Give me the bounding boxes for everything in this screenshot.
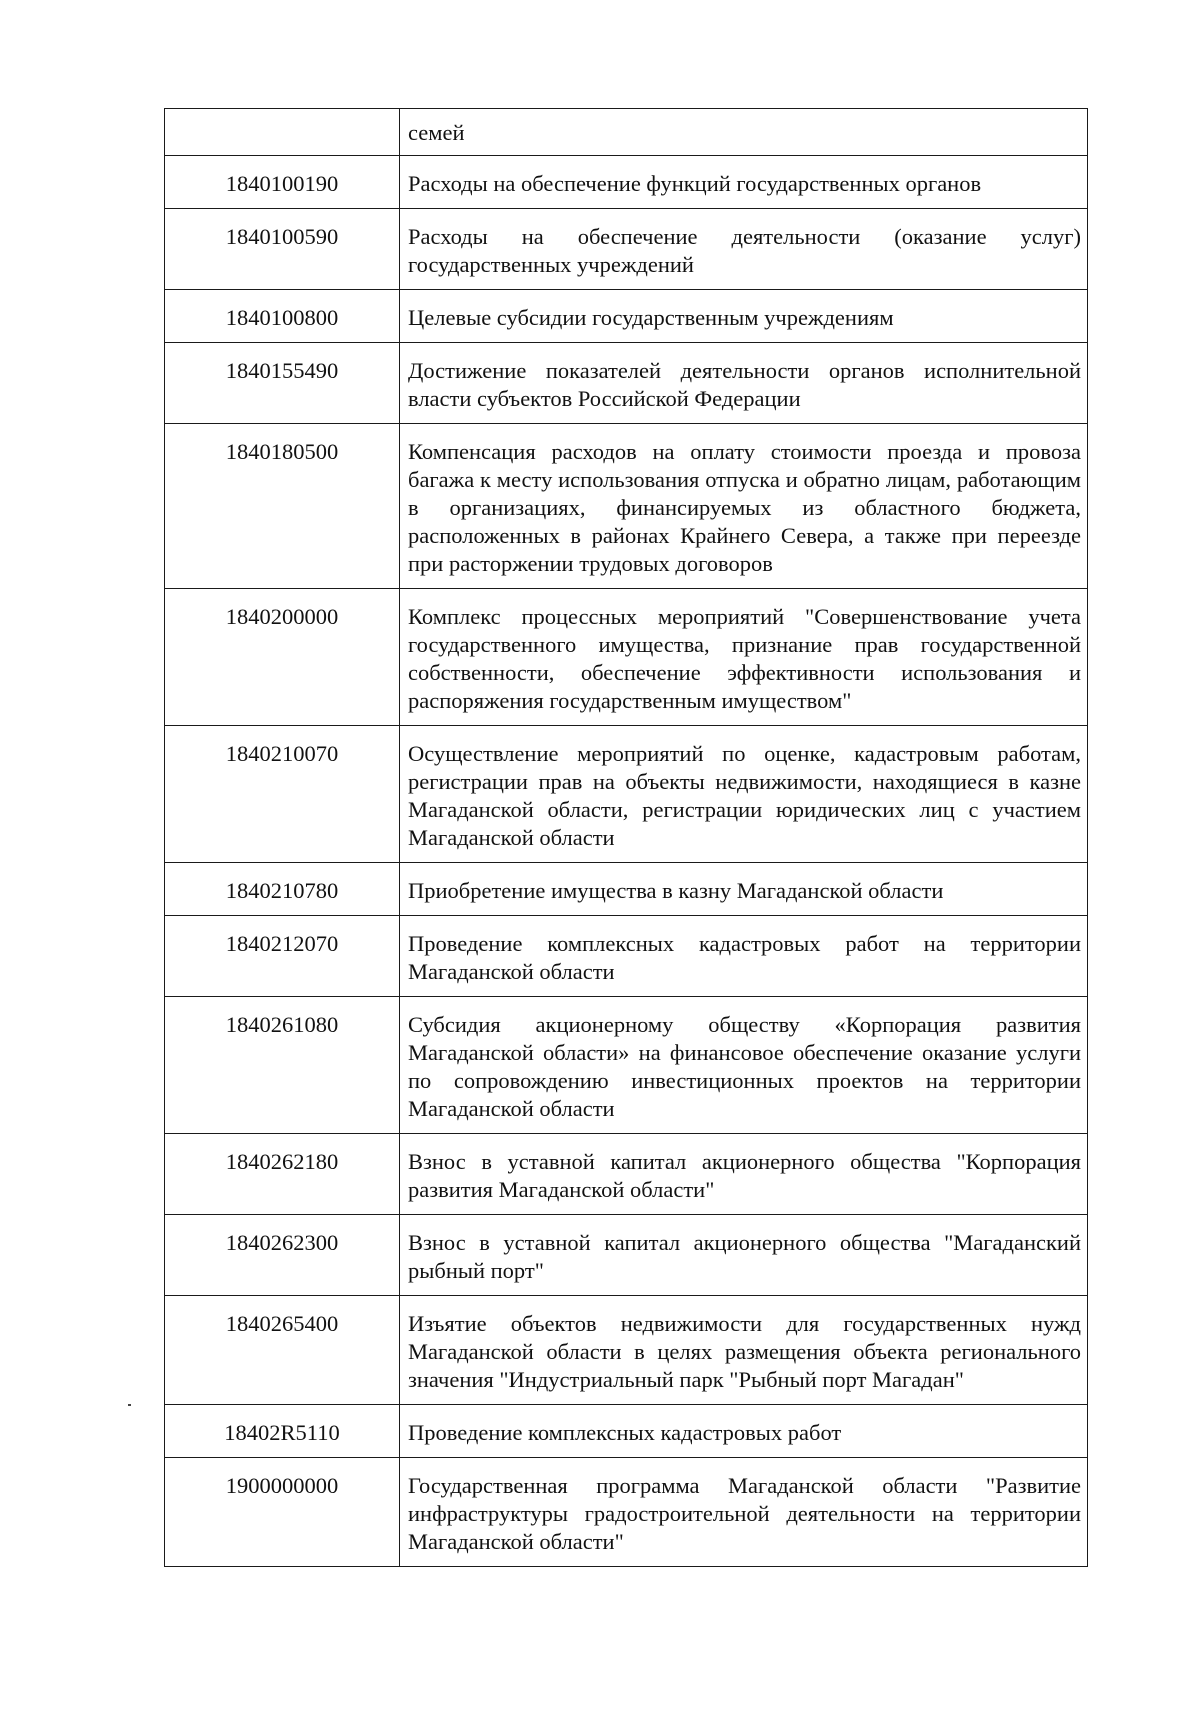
row-code <box>165 109 400 156</box>
row-code: 1840180500 <box>165 424 400 589</box>
table-row <box>165 589 1088 726</box>
table-row <box>165 997 1088 1134</box>
row-code: 1840100590 <box>165 209 400 290</box>
table-row <box>165 1215 1088 1296</box>
row-description: Комплекс процессных мероприятий "Совершенствование учета государственного имущества, признание прав государственной собственности, обеспечение эффективности использования и распоряжения государственным имуществом" <box>400 589 1088 726</box>
table-row <box>165 863 1088 916</box>
row-description: Государственная программа Магаданской области "Развитие инфраструктуры градостроительной деятельности на территории Магаданской области" <box>400 1458 1088 1567</box>
table-row <box>165 209 1088 290</box>
row-description: Субсидия акционерному обществу «Корпорация развития Магаданской области» на финансовое обеспечение оказание услуги по сопровождению инвестиционных проектов на территории Магаданской области <box>400 997 1088 1134</box>
row-code: 18402R5110 <box>165 1405 400 1458</box>
row-code: 1840100800 <box>165 290 400 343</box>
table-row <box>165 290 1088 343</box>
row-description: Проведение комплексных кадастровых работ <box>400 1405 1088 1458</box>
row-code: 1840100190 <box>165 156 400 209</box>
scan-speck <box>128 1404 131 1406</box>
table-row <box>165 726 1088 863</box>
row-description: Осуществление мероприятий по оценке, кадастровым работам, регистрации прав на объекты недвижимости, находящиеся в казне Магаданской области, регистрации юридических лиц с участием Магаданской области <box>400 726 1088 863</box>
table-row <box>165 1296 1088 1405</box>
row-code: 1840210780 <box>165 863 400 916</box>
table-row <box>165 1458 1088 1567</box>
row-code: 1840212070 <box>165 916 400 997</box>
table-row <box>165 916 1088 997</box>
row-description: семей <box>400 109 1088 156</box>
row-code: 1900000000 <box>165 1458 400 1567</box>
row-description: Взнос в уставной капитал акционерного общества "Магаданский рыбный порт" <box>400 1215 1088 1296</box>
row-code: 1840261080 <box>165 997 400 1134</box>
row-description: Компенсация расходов на оплату стоимости проезда и провоза багажа к месту использования отпуска и обратно лицам, работающим в организациях, финансируемых из областного бюджета, расположенных в районах Крайнего Севера, а также при переезде при расторжении трудовых договоров <box>400 424 1088 589</box>
table-row <box>165 1134 1088 1215</box>
row-description: Расходы на обеспечение деятельности (оказание услуг) государственных учреждений <box>400 209 1088 290</box>
row-code: 1840262180 <box>165 1134 400 1215</box>
row-code: 1840200000 <box>165 589 400 726</box>
row-description: Приобретение имущества в казну Магаданской области <box>400 863 1088 916</box>
table-row <box>165 424 1088 589</box>
row-description: Целевые субсидии государственным учреждениям <box>400 290 1088 343</box>
table-row <box>165 109 1088 156</box>
row-description: Достижение показателей деятельности органов исполнительной власти субъектов Российской Федерации <box>400 343 1088 424</box>
table-row <box>165 343 1088 424</box>
row-code: 1840262300 <box>165 1215 400 1296</box>
table-row <box>165 1405 1088 1458</box>
budget-codes-table <box>164 108 1088 1567</box>
row-description: Расходы на обеспечение функций государственных органов <box>400 156 1088 209</box>
table-row <box>165 156 1088 209</box>
row-description: Проведение комплексных кадастровых работ на территории Магаданской области <box>400 916 1088 997</box>
row-description: Взнос в уставной капитал акционерного общества "Корпорация развития Магаданской области" <box>400 1134 1088 1215</box>
row-code: 1840155490 <box>165 343 400 424</box>
row-code: 1840265400 <box>165 1296 400 1405</box>
row-code: 1840210070 <box>165 726 400 863</box>
row-description: Изъятие объектов недвижимости для государственных нужд Магаданской области в целях размещения объекта регионального значения "Индустриальный парк "Рыбный порт Магадан" <box>400 1296 1088 1405</box>
